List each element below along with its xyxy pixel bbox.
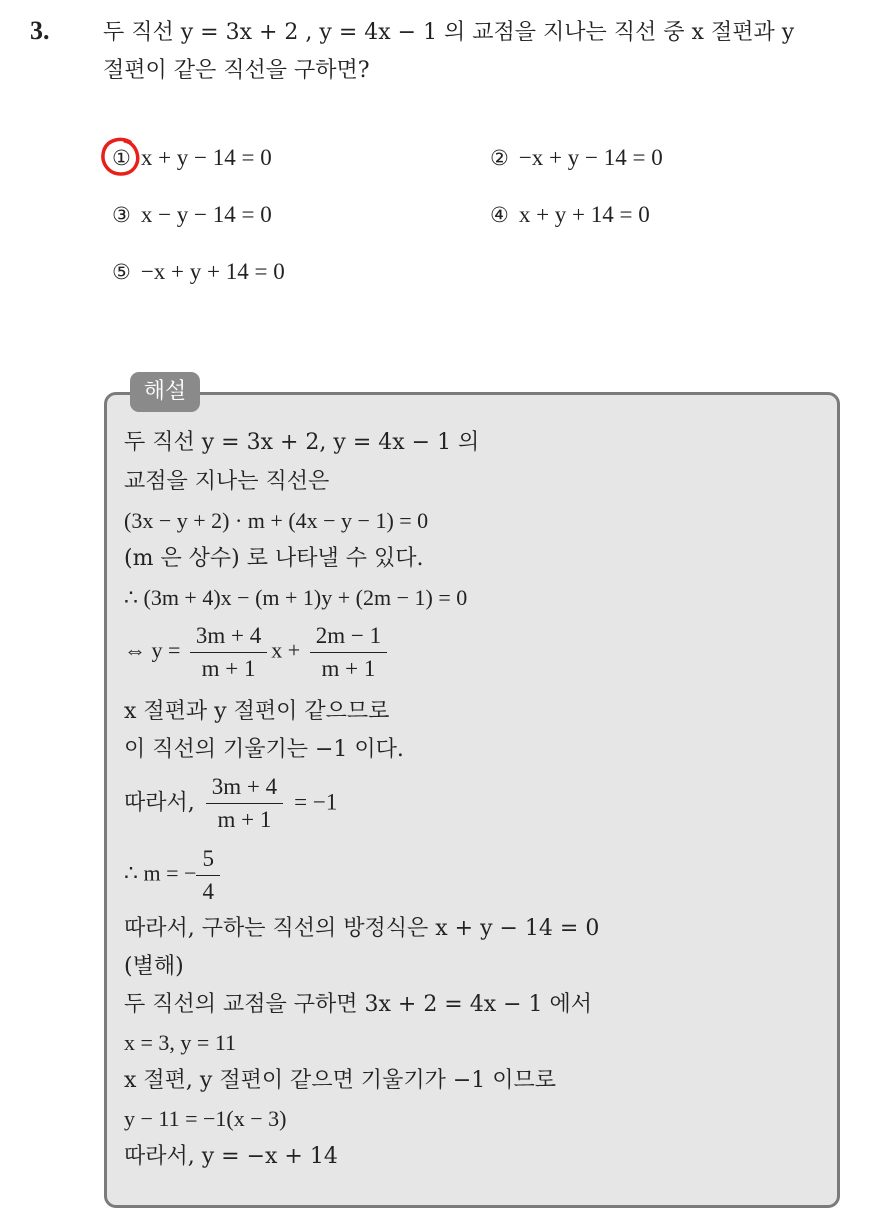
fraction-2 — [310, 622, 387, 683]
solution-line-8: 이 직선의 기울기는 −1 이다. — [124, 737, 404, 762]
solution-line-16: y − 11 = −1(x − 3) — [124, 1106, 287, 1131]
choice-3[interactable] — [112, 202, 272, 228]
fraction-4-denominator: 4 — [202, 879, 214, 904]
solution-line-3: (3x − y + 2) · m + (4x − y − 1) = 0 — [124, 508, 429, 533]
solution-line-4: (m 은 상수) 로 나타낼 수 있다. — [124, 546, 424, 571]
fraction-1-numerator: 3m + 4 — [190, 622, 267, 653]
fraction-3 — [206, 773, 283, 834]
solution-line-14: x = 3, y = 11 — [124, 1030, 236, 1055]
solution-line-13: 두 직선의 교점을 구하면 3x + 2 = 4x − 1 에서 — [124, 992, 593, 1017]
question-line-2: 절편이 같은 직선을 구하면? — [103, 58, 370, 83]
solution-line-6 — [124, 622, 391, 683]
answer-mark-circle-icon — [100, 136, 142, 178]
solution-line-2: 교점을 지나는 직선은 — [124, 469, 330, 494]
fraction-1 — [190, 622, 267, 683]
solution-line-9 — [124, 773, 337, 834]
choice-3-text: x − y − 14 = 0 — [140, 202, 272, 227]
choice-1-number: ① — [112, 146, 131, 170]
fraction-2-denominator: m + 1 — [321, 656, 376, 681]
question-line-1: 두 직선 y = 3x + 2 , y = 4x − 1 의 교점을 지나는 직선 중 x 절편과 y — [103, 20, 795, 45]
fraction-3-numerator: 3m + 4 — [206, 773, 283, 804]
fraction-3-denominator: m + 1 — [217, 807, 272, 832]
choice-5-text: −x + y + 14 = 0 — [140, 259, 285, 284]
solution-line-9-suffix: = −1 — [294, 789, 338, 815]
fraction-4 — [196, 845, 220, 906]
choice-3-number: ③ — [112, 203, 131, 227]
solution-line-10-prefix: ∴ m = − — [124, 860, 197, 886]
choice-2-number: ② — [490, 146, 509, 170]
solution-line-11: 따라서, 구하는 직선의 방정식은 x + y − 14 = 0 — [124, 916, 600, 941]
choice-5[interactable] — [112, 259, 285, 285]
fraction-4-numerator: 5 — [196, 845, 220, 876]
solution-line-12: (별해) — [124, 954, 184, 979]
solution-line-5: ∴ (3m + 4)x − (m + 1)y + (2m − 1) = 0 — [124, 585, 468, 610]
solution-line-1: 두 직선 y = 3x + 2, y = 4x − 1 의 — [124, 430, 480, 455]
choice-2[interactable] — [490, 145, 663, 171]
solution-line-7: x 절편과 y 절편이 같으므로 — [124, 699, 390, 724]
fraction-1-denominator: m + 1 — [201, 656, 256, 681]
choice-1-text: x + y − 14 = 0 — [140, 145, 272, 170]
solution-line-15: x 절편, y 절편이 같으면 기울기가 −1 이므로 — [124, 1068, 556, 1093]
solution-line-6-middle: x + — [271, 637, 301, 663]
solution-line-17: 따라서, y = −x + 14 — [124, 1144, 338, 1169]
choice-2-text: −x + y − 14 = 0 — [518, 145, 663, 170]
solution-tab-label: 해설 — [130, 372, 200, 412]
choice-4[interactable] — [490, 202, 650, 228]
solution-line-6-prefix: ⇔ y = — [124, 637, 181, 663]
solution-line-10 — [124, 845, 224, 906]
solution-line-9-prefix: 따라서, — [124, 790, 195, 816]
question-number: 3. — [30, 16, 50, 45]
choice-4-text: x + y + 14 = 0 — [518, 202, 650, 227]
question-text — [103, 14, 873, 90]
choice-4-number: ④ — [490, 203, 509, 227]
fraction-2-numerator: 2m − 1 — [310, 622, 387, 653]
choice-5-number: ⑤ — [112, 260, 131, 284]
